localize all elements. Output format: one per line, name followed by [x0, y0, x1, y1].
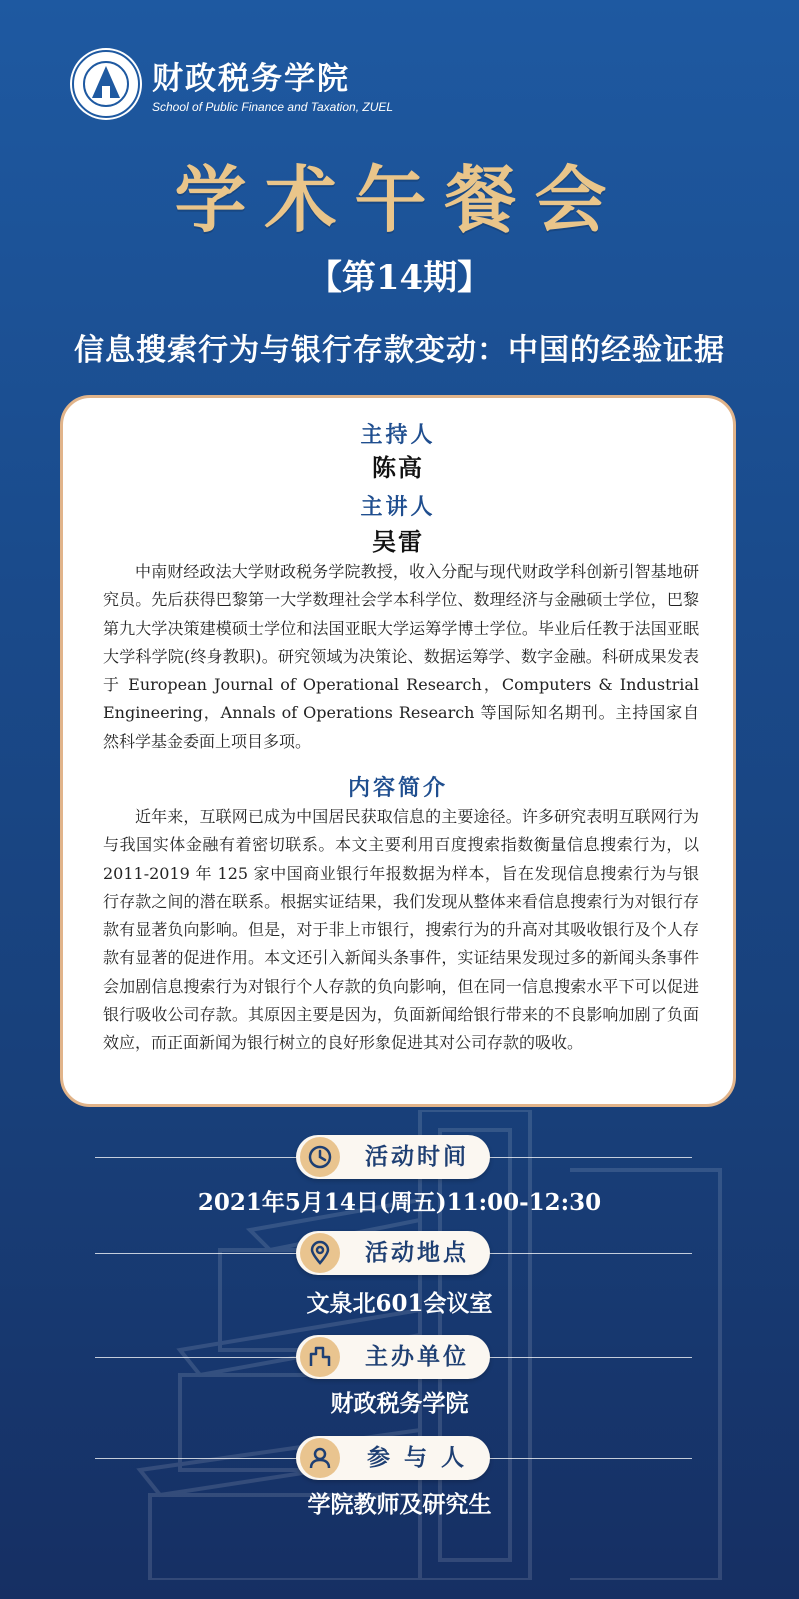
talk-title: 信息搜索行为与银行存款变动：中国的经验证据 [74, 333, 725, 368]
host-name: 陈高 [372, 453, 424, 482]
place-label: 活动地点 [365, 1239, 469, 1266]
time-value: 2021年5月14日(周五)11:00-12:30 [197, 1189, 602, 1216]
organizer-label: 主办单位 [365, 1343, 469, 1370]
university-seal-icon [68, 46, 144, 122]
organizer-pill [296, 1335, 490, 1379]
place-value: 文泉北601会议室 [306, 1290, 493, 1317]
host-label: 主持人 [360, 422, 436, 448]
speaker-name: 吴雷 [372, 527, 424, 556]
organizer-value: 财政税务学院 [330, 1390, 469, 1417]
building-icon [300, 1337, 340, 1377]
location-pin-icon [300, 1233, 340, 1273]
time-label: 活动时间 [365, 1143, 469, 1170]
participants-pill [296, 1436, 490, 1480]
abstract-label: 内容简介 [347, 775, 448, 801]
clock-icon [300, 1137, 340, 1177]
participants-label: 参 与 人 [366, 1444, 467, 1471]
issue-number: 【第14期】 [307, 258, 492, 298]
participants-value: 学院教师及研究生 [307, 1491, 492, 1518]
series-title: 学术午餐会 [174, 157, 625, 242]
place-pill [296, 1231, 490, 1275]
time-pill [296, 1135, 490, 1179]
speaker-bio: 中南财经政法大学财政税务学院教授，收入分配与现代财政学科创新引智基地研究员。先后获得巴黎第一大学数理社会学本科学位、数理经济与金融硕士学位，巴黎第九大学决策建模硕士学位和法国亚眠大学运筹学博士学位。毕业后任教于法国亚眠大学科学院(终身教职)。研究领域为决策论、数据运筹学、数字金融。科研成果发表于 European Journal of Operational Research，Computers & Industrial Engineering，Annals of Operations Research 等国际知名期刊。主持国家自然科学基金委面上项目多项。 [103, 562, 699, 751]
school-name-en: School of Public Finance and Taxation, ZUEL [152, 100, 394, 114]
speaker-label: 主讲人 [360, 494, 436, 520]
info-card [60, 395, 736, 1107]
school-name-cn: 财政税务学院 [152, 61, 350, 97]
abstract-text: 近年来，互联网已成为中国居民获取信息的主要途径。许多研究表明互联网行为与我国实体金融有着密切联系。本文主要利用百度搜索指数衡量信息搜索行为，以 2011-2019 年 125 家中国商业银行年报数据为样本，旨在发现信息搜索行为与银行存款之间的潜在联系。根据实证结果，我们发现从整体来看信息搜索行为对银行存款有显著负向影响。但是，对于非上市银行，搜索行为的升高对其吸收银行及个人存款有显著的促进作用。本文还引入新闻头条事件，实证结果发现过多的新闻头条事件会加剧信息搜索行为对银行个人存款的负向影响，但在同一信息搜索水平下可以促进银行吸收公司存款。其原因主要是因为，负面新闻给银行带来的不良影响加剧了负面效应，而正面新闻为银行树立的良好形象促进其对公司存款的吸收。 [103, 807, 699, 1053]
person-icon [300, 1438, 340, 1478]
